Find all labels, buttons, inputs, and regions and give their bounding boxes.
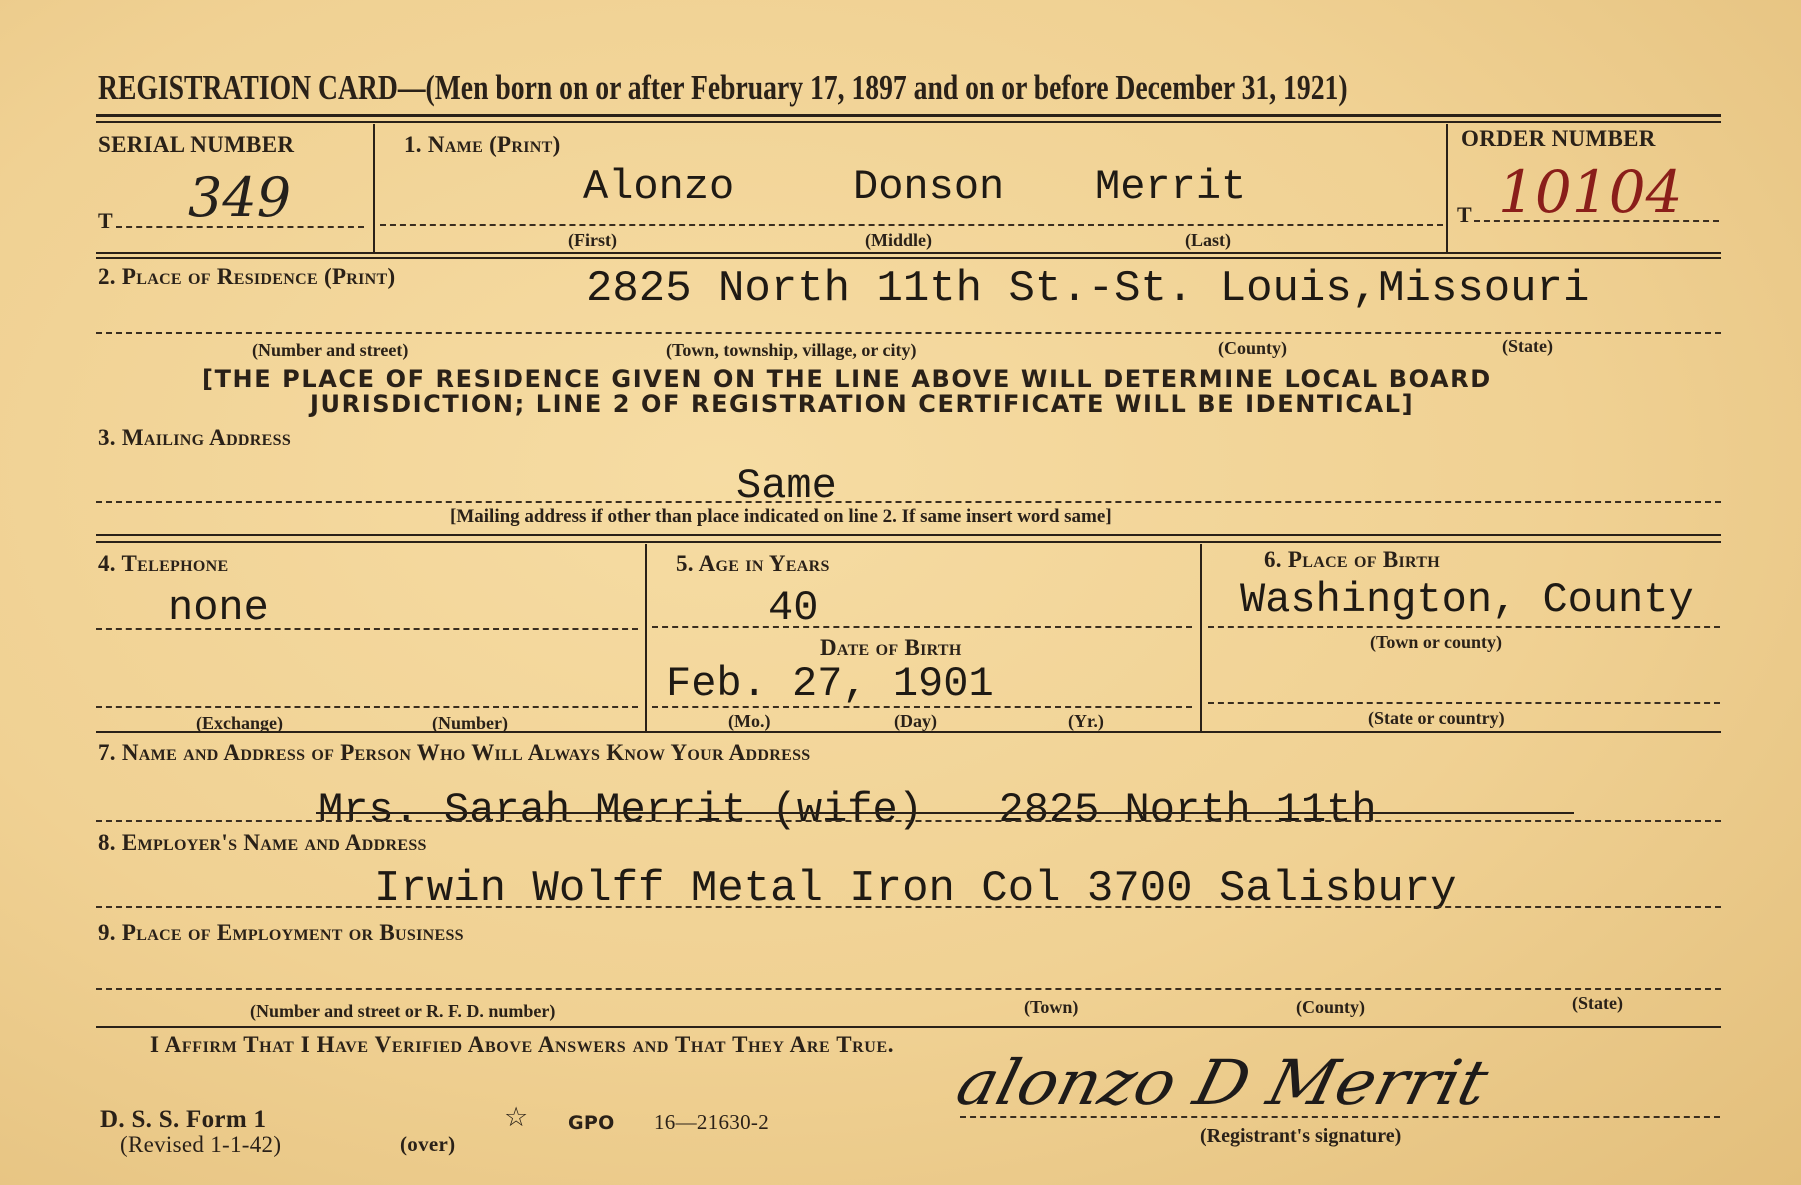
residence-value: 2825 North 11th St.-St. Louis,Missouri [586,264,1590,314]
employment-caption-state: (State) [1572,993,1623,1013]
employer-line [96,906,1721,908]
rule [96,121,1721,123]
mailing-value: Same [736,462,837,510]
age-value: 40 [768,584,819,632]
contact-value: Mrs. Sarah Merrit (wife) 2825 North 11th [318,786,1377,834]
mailing-line [96,501,1721,503]
name-last: Merrit [1095,163,1247,211]
dob-label: Date of Birth [820,635,962,660]
residence-caption-county: (County) [1218,338,1288,358]
rule [96,731,1721,733]
name-line [380,224,1443,226]
form-revised: (Revised 1-1-42) [120,1132,282,1157]
signature-line [960,1116,1720,1118]
birthplace-line [1208,626,1720,628]
telephone-line-2 [96,706,638,708]
order-label: ORDER NUMBER [1461,126,1656,151]
residence-caption-town: (Town, township, village, or city) [666,340,917,360]
number-caption: (Number) [432,713,508,733]
contact-line [96,820,1721,822]
telephone-line [96,628,638,630]
gpo-mark: GPO [568,1112,615,1134]
contact-strike [316,812,1574,814]
town-caption: (Town or county) [1370,632,1503,652]
day-caption: (Day) [894,711,937,731]
mailing-caption: [Mailing address if other than place indicated on line 2. If same insert word same] [450,506,1112,527]
birthplace-label: 6. Place of Birth [1264,547,1440,572]
age-line [652,626,1192,628]
order-number: 10104 [1498,158,1683,226]
residence-line [96,332,1721,334]
age-label: 5. Age in Years [676,551,830,576]
employment-caption-county: (County) [1296,997,1366,1017]
name-middle: Donson [853,163,1005,211]
employer-label: 8. Employer's Name and Address [98,830,427,855]
mo-caption: (Mo.) [728,711,771,731]
divider [645,544,647,732]
state-caption: (State or country) [1368,708,1505,728]
affirm-statement: I Affirm That I Have Verified Above Answers and That They Are True. [150,1032,895,1057]
employment-label: 9. Place of Employment or Business [98,920,464,945]
dob-line [652,706,1192,708]
dob-value: Feb. 27, 1901 [666,660,994,708]
employment-caption-town: (Town) [1024,997,1079,1017]
birthplace-value: Washington, County [1240,576,1694,624]
divider [1200,544,1202,732]
first-caption: (First) [568,230,617,250]
residence-caption-state: (State) [1502,336,1553,356]
signature-caption: (Registrant's signature) [1200,1125,1402,1147]
employment-line [96,988,1721,990]
over-note: (over) [400,1132,456,1156]
residence-notice-2: JURISDICTION; LINE 2 OF REGISTRATION CERTIFICATE WILL BE IDENTICAL] [310,390,1415,418]
serial-number: 349 [188,166,292,229]
yr-caption: (Yr.) [1068,711,1104,731]
employment-caption-street: (Number and street or R. F. D. number) [250,1001,556,1021]
rule [96,257,1721,259]
name-label: 1. Name (Print) [404,132,561,157]
residence-notice-1: [THE PLACE OF RESIDENCE GIVEN ON THE LINE ABOVE WILL DETERMINE LOCAL BOARD [202,365,1492,393]
star-icon: ☆ [504,1102,529,1133]
birthplace-line-2 [1208,702,1720,704]
mailing-label: 3. Mailing Address [98,425,292,450]
middle-caption: (Middle) [865,230,932,250]
registrant-signature: alonzo D Merrit [949,1046,1496,1119]
print-code: 16—21630-2 [654,1110,769,1134]
telephone-value: none [168,584,269,632]
employer-value: Irwin Wolff Metal Iron Col 3700 Salisbury [374,864,1457,914]
residence-label: 2. Place of Residence (Print) [98,264,396,289]
exchange-caption: (Exchange) [196,713,283,733]
divider [373,124,375,252]
card-header: REGISTRATION CARD—(Men born on or after February 17, 1897 and on or before December 31, 1921) [98,68,1348,107]
order-prefix: T [1457,202,1472,227]
form-number: D. S. S. Form 1 [100,1106,267,1133]
rule [96,114,1721,117]
rule [96,534,1721,536]
telephone-label: 4. Telephone [98,551,229,576]
serial-prefix: T [98,208,113,233]
serial-label: SERIAL NUMBER [98,132,295,157]
rule [96,541,1721,543]
rule [96,1026,1721,1028]
last-caption: (Last) [1185,230,1231,250]
contact-label: 7. Name and Address of Person Who Will Always Know Your Address [98,740,811,765]
divider [1446,124,1448,252]
residence-caption-street: (Number and street) [252,340,409,360]
name-first: Alonzo [583,163,735,211]
rule [96,252,1721,254]
